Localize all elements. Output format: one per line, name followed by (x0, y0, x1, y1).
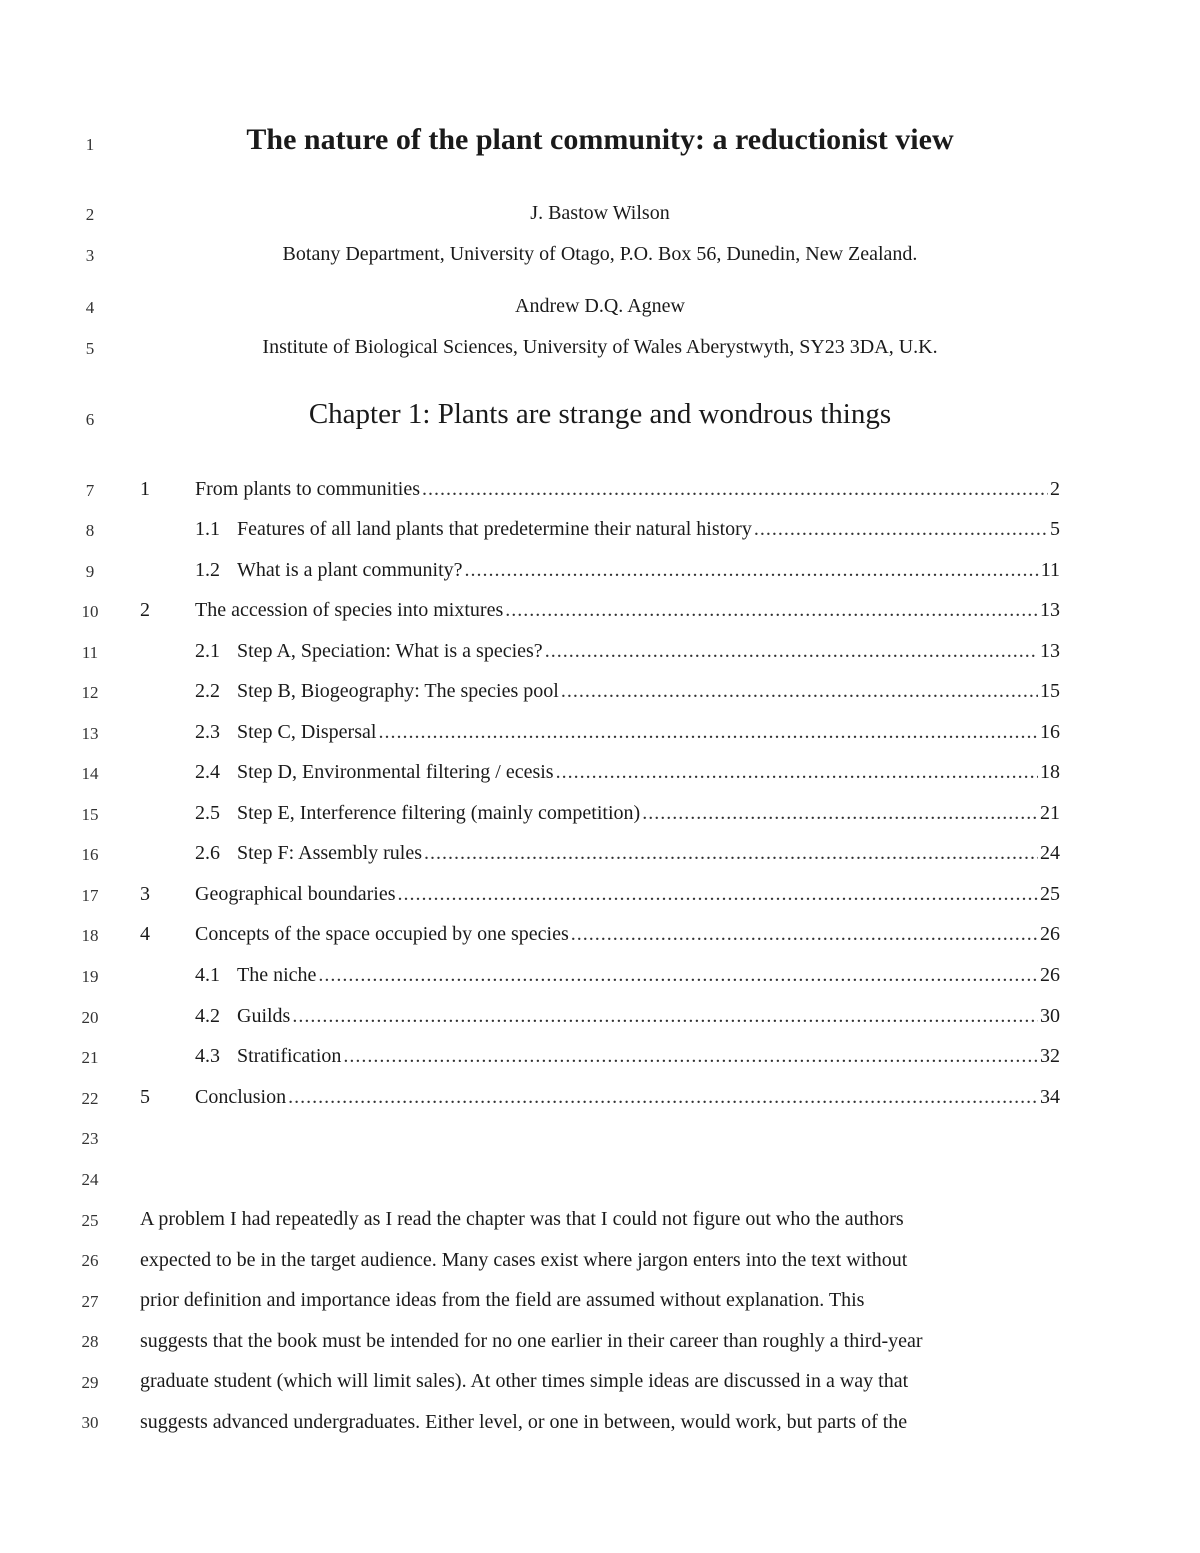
line-number: 28 (81, 1332, 99, 1351)
author-name: J. Bastow Wilson (530, 202, 670, 224)
line-number: 12 (81, 683, 99, 702)
line-number: 11 (81, 643, 99, 662)
line-number: 27 (81, 1292, 99, 1311)
toc-page-number: 26 (1040, 923, 1060, 945)
line-number: 18 (81, 926, 99, 945)
line-number: 16 (81, 845, 99, 864)
toc-page-number: 16 (1040, 721, 1060, 743)
line-number: 29 (81, 1373, 99, 1392)
toc-subsection-number: 2.3 (195, 721, 220, 743)
line-number: 25 (81, 1211, 99, 1230)
toc-leader-dots (571, 923, 1038, 946)
toc-leader-dots (556, 761, 1038, 784)
toc-entry[interactable] (195, 680, 1060, 703)
toc-entry-title: Step B, Biogeography: The species pool (237, 680, 559, 702)
toc-entry[interactable] (195, 721, 1060, 744)
toc-page-number: 11 (1040, 559, 1060, 581)
line-number: 2 (85, 205, 95, 224)
line-number: 17 (81, 886, 99, 905)
toc-subsection-number: 1.2 (195, 559, 220, 581)
toc-page-number: 5 (1050, 518, 1060, 540)
line-number: 5 (85, 339, 95, 358)
toc-entry-title: Concepts of the space occupied by one species (195, 923, 569, 945)
body-line: suggests that the book must be intended for no one earlier in their career than roughly a third-year (140, 1330, 923, 1352)
toc-subsection-number: 4.2 (195, 1005, 220, 1027)
line-number: 9 (85, 562, 95, 581)
toc-entry-title: Geographical boundaries (195, 883, 396, 905)
toc-entry[interactable] (195, 964, 1060, 987)
toc-subsection-number: 2.6 (195, 842, 220, 864)
toc-page-number: 2 (1050, 478, 1060, 500)
toc-entry-title: Stratification (237, 1045, 342, 1067)
toc-leader-dots (343, 1045, 1038, 1068)
line-number: 22 (81, 1089, 99, 1108)
toc-entry[interactable] (195, 1045, 1060, 1068)
line-number: 26 (81, 1251, 99, 1270)
toc-page-number: 34 (1040, 1086, 1060, 1108)
toc-subsection-number: 2.2 (195, 680, 220, 702)
toc-entry-title: Conclusion (195, 1086, 287, 1108)
toc-leader-dots (561, 680, 1038, 703)
toc-entry[interactable] (195, 842, 1060, 865)
line-number: 3 (85, 246, 95, 265)
toc-entry-title: Step E, Interference filtering (mainly competition) (237, 802, 641, 824)
toc-subsection-number: 4.1 (195, 964, 220, 986)
line-number: 24 (81, 1170, 99, 1189)
chapter-title: Chapter 1: Plants are strange and wondrous things (308, 398, 892, 430)
toc-section-number: 5 (140, 1086, 150, 1108)
toc-entry[interactable] (195, 599, 1060, 622)
line-number: 14 (81, 764, 99, 783)
toc-entry-title: Features of all land plants that predetermine their natural history (237, 518, 752, 540)
toc-entry[interactable] (195, 640, 1060, 663)
toc-page-number: 26 (1040, 964, 1060, 986)
toc-section-number: 4 (140, 923, 150, 945)
toc-leader-dots (397, 883, 1038, 906)
toc-page-number: 32 (1040, 1045, 1060, 1067)
line-number: 15 (81, 805, 99, 824)
body-line: A problem I had repeatedly as I read the chapter was that I could not figure out who the authors (140, 1208, 904, 1230)
author-affiliation: Botany Department, University of Otago, P.O. Box 56, Dunedin, New Zealand. (282, 243, 918, 265)
toc-leader-dots (465, 559, 1039, 582)
line-number: 21 (81, 1048, 99, 1067)
toc-page-number: 18 (1040, 761, 1060, 783)
author-affiliation: Institute of Biological Sciences, University of Wales Aberystwyth, SY23 3DA, U.K. (262, 336, 938, 358)
toc-subsection-number: 2.1 (195, 640, 220, 662)
toc-entry-title: Step A, Speciation: What is a species? (237, 640, 543, 662)
toc-entry-title: What is a plant community? (237, 559, 463, 581)
line-number: 30 (81, 1413, 99, 1432)
toc-leader-dots (505, 599, 1038, 622)
toc-entry[interactable] (195, 478, 1060, 501)
line-number: 10 (81, 602, 99, 621)
toc-entry[interactable] (195, 923, 1060, 946)
line-number: 20 (81, 1008, 99, 1027)
line-number: 19 (81, 967, 99, 986)
line-number: 23 (81, 1129, 99, 1148)
toc-entry[interactable] (195, 1005, 1060, 1028)
toc-entry[interactable] (195, 802, 1060, 825)
toc-entry-title: Step F: Assembly rules (237, 842, 423, 864)
toc-entry-title: From plants to communities (195, 478, 420, 500)
toc-entry[interactable] (195, 761, 1060, 784)
toc-leader-dots (545, 640, 1038, 663)
toc-subsection-number: 1.1 (195, 518, 220, 540)
toc-entry-title: The niche (237, 964, 317, 986)
page-title: The nature of the plant community: a reductionist view (246, 123, 954, 156)
toc-leader-dots (754, 518, 1048, 541)
toc-page-number: 30 (1040, 1005, 1060, 1027)
toc-subsection-number: 4.3 (195, 1045, 220, 1067)
toc-page-number: 25 (1040, 883, 1060, 905)
toc-page-number: 24 (1040, 842, 1060, 864)
toc-page-number: 15 (1040, 680, 1060, 702)
toc-page-number: 21 (1040, 802, 1060, 824)
toc-leader-dots (424, 842, 1038, 865)
toc-entry[interactable] (195, 883, 1060, 906)
toc-subsection-number: 2.5 (195, 802, 220, 824)
toc-section-number: 1 (140, 478, 150, 500)
line-number: 6 (85, 410, 95, 429)
toc-leader-dots (378, 721, 1038, 744)
body-line: prior definition and importance ideas from the field are assumed without explanation. This (140, 1289, 865, 1311)
body-line: suggests advanced undergraduates. Either level, or one in between, would work, but parts of the (140, 1411, 908, 1433)
toc-entry-title: Step D, Environmental filtering / ecesis (237, 761, 554, 783)
toc-entry-title: The accession of species into mixtures (195, 599, 504, 621)
toc-page-number: 13 (1040, 599, 1060, 621)
toc-leader-dots (292, 1005, 1038, 1028)
toc-entry-title: Guilds (237, 1005, 291, 1027)
toc-entry[interactable] (195, 1086, 1060, 1109)
body-line: expected to be in the target audience. Many cases exist where jargon enters into the text without (140, 1249, 908, 1271)
toc-leader-dots (422, 478, 1048, 501)
line-number: 8 (85, 521, 95, 540)
toc-page-number: 13 (1040, 640, 1060, 662)
line-number: 1 (85, 135, 95, 154)
toc-leader-dots (642, 802, 1038, 825)
body-line: graduate student (which will limit sales). At other times simple ideas are discussed in a way that (140, 1370, 909, 1392)
toc-entry-title: Step C, Dispersal (237, 721, 377, 743)
line-number: 7 (85, 481, 95, 500)
toc-section-number: 2 (140, 599, 150, 621)
line-number: 13 (81, 724, 99, 743)
toc-leader-dots (318, 964, 1038, 987)
toc-section-number: 3 (140, 883, 150, 905)
toc-subsection-number: 2.4 (195, 761, 220, 783)
toc-entry[interactable] (195, 559, 1060, 582)
line-number: 4 (85, 298, 95, 317)
toc-leader-dots (288, 1086, 1038, 1109)
toc-entry[interactable] (195, 518, 1060, 541)
author-name: Andrew D.Q. Agnew (515, 295, 685, 317)
